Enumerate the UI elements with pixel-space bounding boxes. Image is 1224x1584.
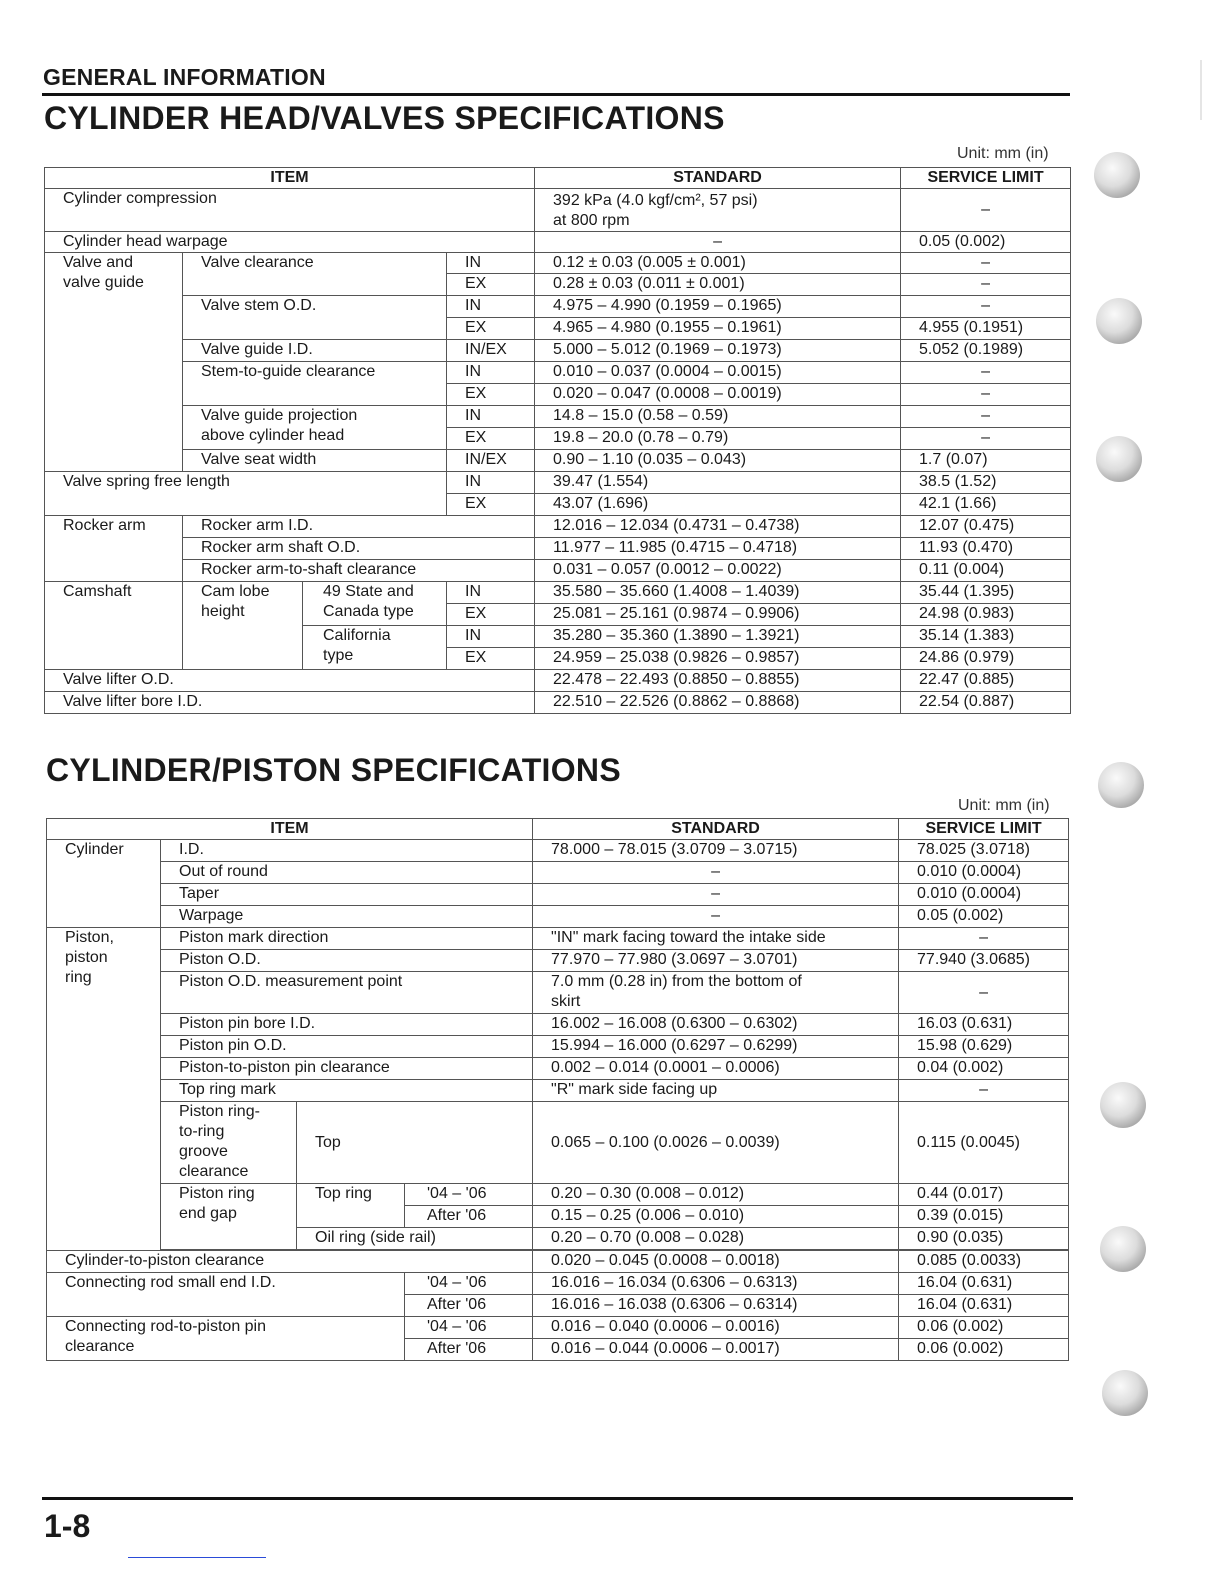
in-label: IN	[447, 362, 535, 384]
row-label: Piston O.D.	[161, 950, 533, 972]
standard-value: 15.994 – 16.000 (0.6297 – 0.6299)	[533, 1036, 899, 1058]
table-row	[45, 472, 1071, 494]
table-row	[45, 253, 1071, 274]
in-label: IN	[447, 626, 535, 648]
service-limit-value: 0.05 (0.002)	[899, 906, 1069, 928]
service-limit-value: –	[901, 406, 1071, 428]
service-limit-value: 1.7 (0.07)	[901, 450, 1071, 472]
table-row	[47, 1273, 1069, 1295]
inex-label: IN/EX	[447, 450, 535, 472]
row-label: Piston O.D. measurement point	[161, 972, 533, 1014]
service-limit-value: 0.085 (0.0033)	[899, 1251, 1069, 1273]
row-label: Valve lifter bore I.D.	[45, 692, 535, 714]
standard-value: –	[535, 232, 901, 253]
in-label: IN	[447, 582, 535, 604]
standard-value: 77.970 – 77.980 (3.0697 – 3.0701)	[533, 950, 899, 972]
table-row	[45, 232, 1071, 253]
service-limit-value: –	[901, 384, 1071, 406]
row-label: Connecting rod-to-piston pin clearance	[47, 1317, 405, 1361]
standard-value: 0.15 – 0.25 (0.006 – 0.010)	[533, 1206, 899, 1228]
ex-label: EX	[447, 648, 535, 670]
row-label: Piston pin bore I.D.	[161, 1014, 533, 1036]
standard-value: 11.977 – 11.985 (0.4715 – 0.4718)	[535, 538, 901, 560]
binder-hole	[1100, 1082, 1146, 1128]
year-label: '04 – '06	[405, 1184, 533, 1206]
type-label: 49 State and Canada type	[303, 582, 447, 626]
in-label: IN	[447, 472, 535, 494]
service-limit-value: 4.955 (0.1951)	[901, 318, 1071, 340]
standard-value: 22.478 – 22.493 (0.8850 – 0.8855)	[535, 670, 901, 692]
standard-value: 43.07 (1.696)	[535, 494, 901, 516]
service-limit-value: 5.052 (0.1989)	[901, 340, 1071, 362]
standard-value: 22.510 – 22.526 (0.8862 – 0.8868)	[535, 692, 901, 714]
row-label: Piston mark direction	[161, 928, 533, 950]
binder-hole	[1094, 152, 1140, 198]
standard-value: 35.280 – 35.360 (1.3890 – 1.3921)	[535, 626, 901, 648]
sub-label: Top	[297, 1102, 533, 1184]
table-row	[45, 296, 1071, 318]
standard-value: 4.975 – 4.990 (0.1959 – 0.1965)	[535, 296, 901, 318]
group-label: Camshaft	[45, 582, 183, 670]
service-limit-value: –	[901, 428, 1071, 450]
standard-value: 16.016 – 16.038 (0.6306 – 0.6314)	[533, 1295, 899, 1317]
service-limit-value: 0.010 (0.0004)	[899, 862, 1069, 884]
service-limit-value: 0.44 (0.017)	[899, 1184, 1069, 1206]
row-label: Cylinder-to-piston clearance	[47, 1251, 533, 1273]
service-limit-value: –	[901, 296, 1071, 318]
header-service-limit: SERVICE LIMIT	[899, 819, 1069, 840]
standard-value: 14.8 – 15.0 (0.58 – 0.59)	[535, 406, 901, 428]
standard-value: 0.031 – 0.057 (0.0012 – 0.0022)	[535, 560, 901, 582]
service-limit-value: –	[899, 972, 1069, 1014]
row-label: Valve stem O.D.	[183, 296, 447, 340]
standard-value: 16.002 – 16.008 (0.6300 – 0.6302)	[533, 1014, 899, 1036]
standard-value: 0.20 – 0.70 (0.008 – 0.028)	[533, 1228, 899, 1250]
service-limit-value: 0.11 (0.004)	[901, 560, 1071, 582]
table-row	[45, 516, 1071, 538]
service-limit-value: 0.06 (0.002)	[899, 1317, 1069, 1339]
sub-label: Top ring	[297, 1184, 405, 1228]
service-limit-value: 15.98 (0.629)	[899, 1036, 1069, 1058]
top-rule	[42, 93, 1070, 96]
standard-value: 78.000 – 78.015 (3.0709 – 3.0715)	[533, 840, 899, 862]
table-row	[47, 928, 1069, 950]
table-row	[45, 340, 1071, 362]
ex-label: EX	[447, 274, 535, 296]
row-label: Rocker arm I.D.	[183, 516, 535, 538]
row-label: Piston-to-piston pin clearance	[161, 1058, 533, 1080]
table-row	[47, 1102, 1069, 1184]
row-label: Warpage	[161, 906, 533, 928]
year-label: After '06	[405, 1206, 533, 1228]
service-limit-value: –	[901, 189, 1071, 232]
group-label: Cylinder	[47, 840, 161, 928]
ex-label: EX	[447, 318, 535, 340]
standard-value: 0.016 – 0.044 (0.0006 – 0.0017)	[533, 1339, 899, 1361]
service-limit-value: 0.39 (0.015)	[899, 1206, 1069, 1228]
table-row	[47, 950, 1069, 972]
table-row	[45, 362, 1071, 384]
service-limit-value: 16.04 (0.631)	[899, 1273, 1069, 1295]
standard-value: 0.016 – 0.040 (0.0006 – 0.0016)	[533, 1317, 899, 1339]
header-standard: STANDARD	[535, 168, 901, 189]
row-label: Piston pin O.D.	[161, 1036, 533, 1058]
table-row	[45, 692, 1071, 714]
table-row	[47, 1251, 1069, 1273]
in-label: IN	[447, 296, 535, 318]
standard-value: 0.020 – 0.047 (0.0008 – 0.0019)	[535, 384, 901, 406]
header-item: ITEM	[45, 168, 535, 189]
binder-hole	[1096, 436, 1142, 482]
table-row	[45, 189, 1071, 232]
service-limit-value: 24.86 (0.979)	[901, 648, 1071, 670]
row-label: Cylinder compression	[45, 189, 535, 232]
year-label: After '06	[405, 1295, 533, 1317]
standard-value: 12.016 – 12.034 (0.4731 – 0.4738)	[535, 516, 901, 538]
service-limit-value: 0.115 (0.0045)	[899, 1102, 1069, 1184]
standard-value: 4.965 – 4.980 (0.1955 – 0.1961)	[535, 318, 901, 340]
service-limit-value: 0.04 (0.002)	[899, 1058, 1069, 1080]
page-number: 1-8	[44, 1508, 91, 1544]
service-limit-value: 42.1 (1.66)	[901, 494, 1071, 516]
standard-value: 0.90 – 1.10 (0.035 – 0.043)	[535, 450, 901, 472]
service-limit-value: –	[901, 362, 1071, 384]
table-row	[47, 1058, 1069, 1080]
header-service-limit: SERVICE LIMIT	[901, 168, 1071, 189]
row-label: Rocker arm shaft O.D.	[183, 538, 535, 560]
standard-value: 0.065 – 0.100 (0.0026 – 0.0039)	[533, 1102, 899, 1184]
ex-label: EX	[447, 428, 535, 450]
service-limit-value: 0.05 (0.002)	[901, 232, 1071, 253]
standard-value: 0.002 – 0.014 (0.0001 – 0.0006)	[533, 1058, 899, 1080]
service-limit-value: 35.14 (1.383)	[901, 626, 1071, 648]
service-limit-value: 16.04 (0.631)	[899, 1295, 1069, 1317]
binder-hole	[1102, 1370, 1148, 1416]
row-label: Valve clearance	[183, 253, 447, 296]
service-limit-value: –	[899, 1080, 1069, 1102]
table-row	[47, 1184, 1069, 1206]
service-limit-value: –	[901, 274, 1071, 296]
service-limit-value: 0.010 (0.0004)	[899, 884, 1069, 906]
in-label: IN	[447, 253, 535, 274]
group-label: Valve and valve guide	[45, 253, 183, 472]
standard-value: "R" mark side facing up	[533, 1080, 899, 1102]
table-row	[47, 1317, 1069, 1339]
standard-value: –	[533, 906, 899, 928]
service-limit-value: 38.5 (1.52)	[901, 472, 1071, 494]
standard-value: 16.016 – 16.034 (0.6306 – 0.6313)	[533, 1273, 899, 1295]
row-label: Valve seat width	[183, 450, 447, 472]
year-label: After '06	[405, 1339, 533, 1361]
service-limit-value: 0.06 (0.002)	[899, 1339, 1069, 1361]
standard-value: 0.020 – 0.045 (0.0008 – 0.0018)	[533, 1251, 899, 1273]
header-item: ITEM	[47, 819, 533, 840]
binder-hole	[1098, 762, 1144, 808]
table-row	[47, 1014, 1069, 1036]
table-row	[45, 560, 1071, 582]
group-label: Piston, piston ring	[47, 928, 161, 1251]
year-label: '04 – '06	[405, 1273, 533, 1295]
bottom-rule	[42, 1497, 1073, 1500]
service-limit-value: 78.025 (3.0718)	[899, 840, 1069, 862]
standard-value: 0.12 ± 0.03 (0.005 ± 0.001)	[535, 253, 901, 274]
standard-value: 0.010 – 0.037 (0.0004 – 0.0015)	[535, 362, 901, 384]
sub-label: Oil ring (side rail)	[297, 1228, 533, 1250]
header-standard: STANDARD	[533, 819, 899, 840]
table-row	[45, 406, 1071, 428]
table-row	[47, 840, 1069, 862]
row-label: I.D.	[161, 840, 533, 862]
ex-label: EX	[447, 604, 535, 626]
table-row	[47, 1036, 1069, 1058]
table-row	[47, 862, 1069, 884]
standard-value: "IN" mark facing toward the intake side	[533, 928, 899, 950]
row-label: Out of round	[161, 862, 533, 884]
standard-value: 0.28 ± 0.03 (0.011 ± 0.001)	[535, 274, 901, 296]
row-label: Valve guide projection above cylinder head	[183, 406, 447, 450]
service-limit-value: 24.98 (0.983)	[901, 604, 1071, 626]
table-row	[47, 1080, 1069, 1102]
service-limit-value: 11.93 (0.470)	[901, 538, 1071, 560]
standard-value: 19.8 – 20.0 (0.78 – 0.79)	[535, 428, 901, 450]
row-label: Cam lobe height	[183, 582, 303, 670]
row-label: Top ring mark	[161, 1080, 533, 1102]
service-limit-value: 12.07 (0.475)	[901, 516, 1071, 538]
table-row	[47, 972, 1069, 1014]
group-label: Rocker arm	[45, 516, 183, 582]
row-label: Connecting rod small end I.D.	[47, 1273, 405, 1317]
service-limit-value: 22.47 (0.885)	[901, 670, 1071, 692]
table-row	[47, 906, 1069, 928]
table-row	[45, 670, 1071, 692]
inex-label: IN/EX	[447, 340, 535, 362]
row-label: Stem-to-guide clearance	[183, 362, 447, 406]
binder-hole	[1100, 1226, 1146, 1272]
standard-value: 39.47 (1.554)	[535, 472, 901, 494]
standard-value: 24.959 – 25.038 (0.9826 – 0.9857)	[535, 648, 901, 670]
cylinder-head-table	[44, 167, 1071, 714]
row-label: Cylinder head warpage	[45, 232, 535, 253]
year-label: '04 – '06	[405, 1317, 533, 1339]
service-limit-value: –	[901, 253, 1071, 274]
edge-marks	[1200, 60, 1202, 120]
standard-value: 35.580 – 35.660 (1.4008 – 1.4039)	[535, 582, 901, 604]
service-limit-value: 35.44 (1.395)	[901, 582, 1071, 604]
table-row	[45, 582, 1071, 604]
service-limit-value: 22.54 (0.887)	[901, 692, 1071, 714]
standard-value: –	[533, 862, 899, 884]
cylinder-head-title: CYLINDER HEAD/VALVES SPECIFICATIONS	[44, 100, 725, 136]
link-underline	[128, 1557, 266, 1558]
in-label: IN	[447, 406, 535, 428]
cylinder-head-unit: Unit: mm (in)	[957, 145, 1049, 162]
service-limit-value: –	[899, 928, 1069, 950]
service-limit-value: 77.940 (3.0685)	[899, 950, 1069, 972]
service-limit-value: 0.90 (0.035)	[899, 1228, 1069, 1250]
table-row	[45, 538, 1071, 560]
row-label: Taper	[161, 884, 533, 906]
cylinder-piston-unit: Unit: mm (in)	[958, 797, 1050, 814]
row-label: Valve lifter O.D.	[45, 670, 535, 692]
standard-value: 392 kPa (4.0 kgf/cm², 57 psi) at 800 rpm	[535, 189, 901, 232]
section-label: GENERAL INFORMATION	[43, 64, 326, 90]
row-label: Piston ring- to-ring groove clearance	[161, 1102, 297, 1184]
ex-label: EX	[447, 384, 535, 406]
binder-hole	[1096, 298, 1142, 344]
ex-label: EX	[447, 494, 535, 516]
standard-value: 5.000 – 5.012 (0.1969 – 0.1973)	[535, 340, 901, 362]
table-row	[47, 884, 1069, 906]
service-limit-value: 16.03 (0.631)	[899, 1014, 1069, 1036]
row-label: Valve spring free length	[45, 472, 447, 516]
row-label: Rocker arm-to-shaft clearance	[183, 560, 535, 582]
standard-value: –	[533, 884, 899, 906]
standard-value: 7.0 mm (0.28 in) from the bottom of skirt	[533, 972, 899, 1014]
standard-value: 25.081 – 25.161 (0.9874 – 0.9906)	[535, 604, 901, 626]
row-label: Valve guide I.D.	[183, 340, 447, 362]
cylinder-piston-title: CYLINDER/PISTON SPECIFICATIONS	[46, 752, 621, 788]
type-label: California type	[303, 626, 447, 670]
table-row	[45, 450, 1071, 472]
row-label: Piston ring end gap	[161, 1184, 297, 1250]
standard-value: 0.20 – 0.30 (0.008 – 0.012)	[533, 1184, 899, 1206]
cylinder-piston-table	[46, 818, 1069, 1361]
